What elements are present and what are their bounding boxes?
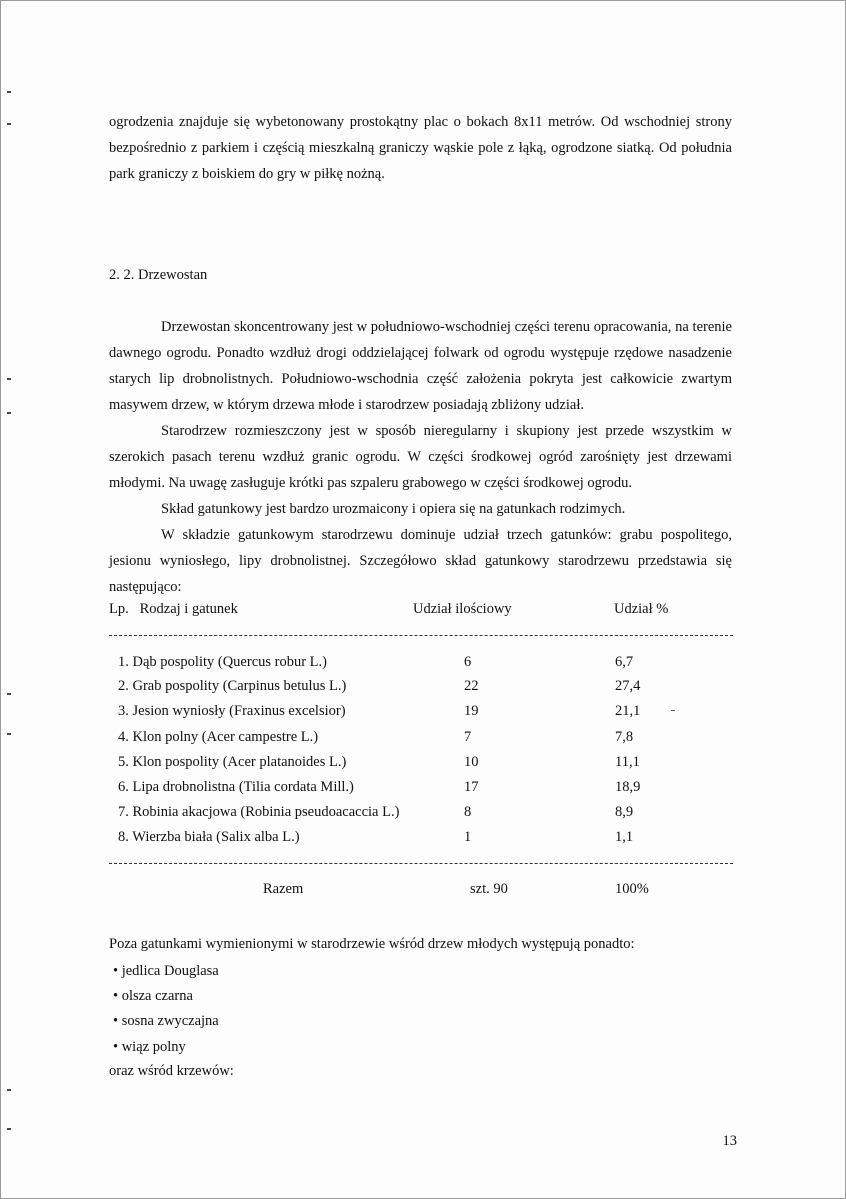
paragraph-young-trees: Poza gatunkami wymienionymi w starodrzewie wśród drzew młodych występują ponadto: xyxy=(109,936,635,952)
bullet-item: • sosna zwyczajna xyxy=(113,1013,219,1029)
species-percent: 21,1 xyxy=(615,703,641,719)
table-header xyxy=(1,601,846,623)
species-percent: 6,7 xyxy=(615,654,634,670)
paragraph-tree-stand: Drzewostan skoncentrowany jest w południowo-wschodniej części terenu opracowania, na terenie dawnego ogrodu. Ponadto wzdłuż drogi oddzielającej folwark od ogrodu występuje rzędowe nasadzenie starych lip drobnolistnych. Południowo-wschodnia część założenia pokryta jest całkowicie zwartym masywem drzew, w którym drzewa młode i starodrzew posiadają zbliżony udział. xyxy=(109,319,732,413)
species-percent: 27,4 xyxy=(615,678,641,694)
species-name: 1. Dąb pospolity (Quercus robur L.) xyxy=(118,654,327,670)
table-row xyxy=(1,678,846,700)
species-count: 17 xyxy=(464,779,479,795)
paragraph-species-mix: Skład gatunkowy jest bardzo urozmaicony i opiera się na gatunkach rodzimych. xyxy=(161,501,626,517)
header-percent: Udział % xyxy=(614,601,669,617)
species-name: 2. Grab pospolity (Carpinus betulus L.) xyxy=(118,678,347,694)
species-count: 8 xyxy=(464,804,472,820)
paragraph-dominant-species: W składzie gatunkowym starodrzewu dominuje udział trzech gatunków: grabu pospolitego, jesionu wyniosłego, lipy drobnolistnej. Szczegółowo skład gatunkowy starodrzewu przedstawia się następująco: xyxy=(109,527,732,595)
section-heading: 2. 2. Drzewostan xyxy=(109,267,208,283)
species-percent: 11,1 xyxy=(615,754,640,770)
paragraph-fence-context: ogrodzenia znajduje się wybetonowany prostokątny plac o bokach 8x11 metrów. Od wschodniej strony bezpośrednio z parkiem i częścią mieszkalną graniczy wąskie pole z łąką, ogrodzone siatką. Od południa park graniczy z boiskiem do gry w piłkę nożną. xyxy=(109,114,732,182)
total-count: szt. 90 xyxy=(470,881,508,897)
table-row xyxy=(1,654,846,676)
table-total-row xyxy=(1,881,846,903)
bullet-item: • olsza czarna xyxy=(113,988,193,1004)
table-row xyxy=(1,754,846,776)
species-percent: 18,9 xyxy=(615,779,641,795)
scan-speck xyxy=(7,1128,11,1130)
species-name: 6. Lipa drobnolistna (Tilia cordata Mill.) xyxy=(118,779,354,795)
species-percent: 7,8 xyxy=(615,729,634,745)
total-label: Razem xyxy=(263,881,304,897)
species-count: 10 xyxy=(464,754,479,770)
total-percent: 100% xyxy=(615,881,649,897)
species-percent: 1,1 xyxy=(615,829,634,845)
table-row xyxy=(1,779,846,801)
table-row xyxy=(1,804,846,826)
species-name: 8. Wierzba biała (Salix alba L.) xyxy=(118,829,300,845)
species-name: 3. Jesion wyniosły (Fraxinus excelsior) xyxy=(118,703,346,719)
table-divider xyxy=(109,635,733,636)
header-count: Udział ilościowy xyxy=(413,601,512,617)
species-count: 22 xyxy=(464,678,479,694)
species-name: 4. Klon polny (Acer campestre L.) xyxy=(118,729,319,745)
header-lp-species: Lp. Rodzaj i gatunek xyxy=(109,601,238,617)
species-count: 6 xyxy=(464,654,472,670)
table-row xyxy=(1,703,846,725)
scan-speck xyxy=(7,1089,11,1091)
table-row xyxy=(1,829,846,851)
paragraph-shrubs: oraz wśród krzewów: xyxy=(109,1063,234,1079)
bullet-item: • jedlica Douglasa xyxy=(113,963,219,979)
table-divider xyxy=(109,863,733,864)
species-count: 7 xyxy=(464,729,472,745)
page-number: 13 xyxy=(722,1133,737,1149)
scan-speck xyxy=(7,378,11,380)
scan-speck xyxy=(7,412,11,414)
species-name: 7. Robinia akacjowa (Robinia pseudoacaccia L.) xyxy=(118,804,400,820)
paragraph-old-trees: Starodrzew rozmieszczony jest w sposób nieregularny i skupiony jest przede wszystkim w szerokich pasach terenu wzdłuż granic ogrodu. W części środkowej ogród zarośnięty jest drzewami młodymi. Na uwagę zasługuje krótki pas szpaleru grabowego w części środkowej ogrodu. xyxy=(109,423,732,491)
scan-speck xyxy=(7,91,11,93)
scan-speck xyxy=(7,123,11,125)
table-row xyxy=(1,729,846,751)
species-percent: 8,9 xyxy=(615,804,634,820)
species-name: 5. Klon pospolity (Acer platanoides L.) xyxy=(118,754,347,770)
bullet-item: • wiąz polny xyxy=(113,1039,186,1055)
species-count: 19 xyxy=(464,703,479,719)
species-count: 1 xyxy=(464,829,472,845)
